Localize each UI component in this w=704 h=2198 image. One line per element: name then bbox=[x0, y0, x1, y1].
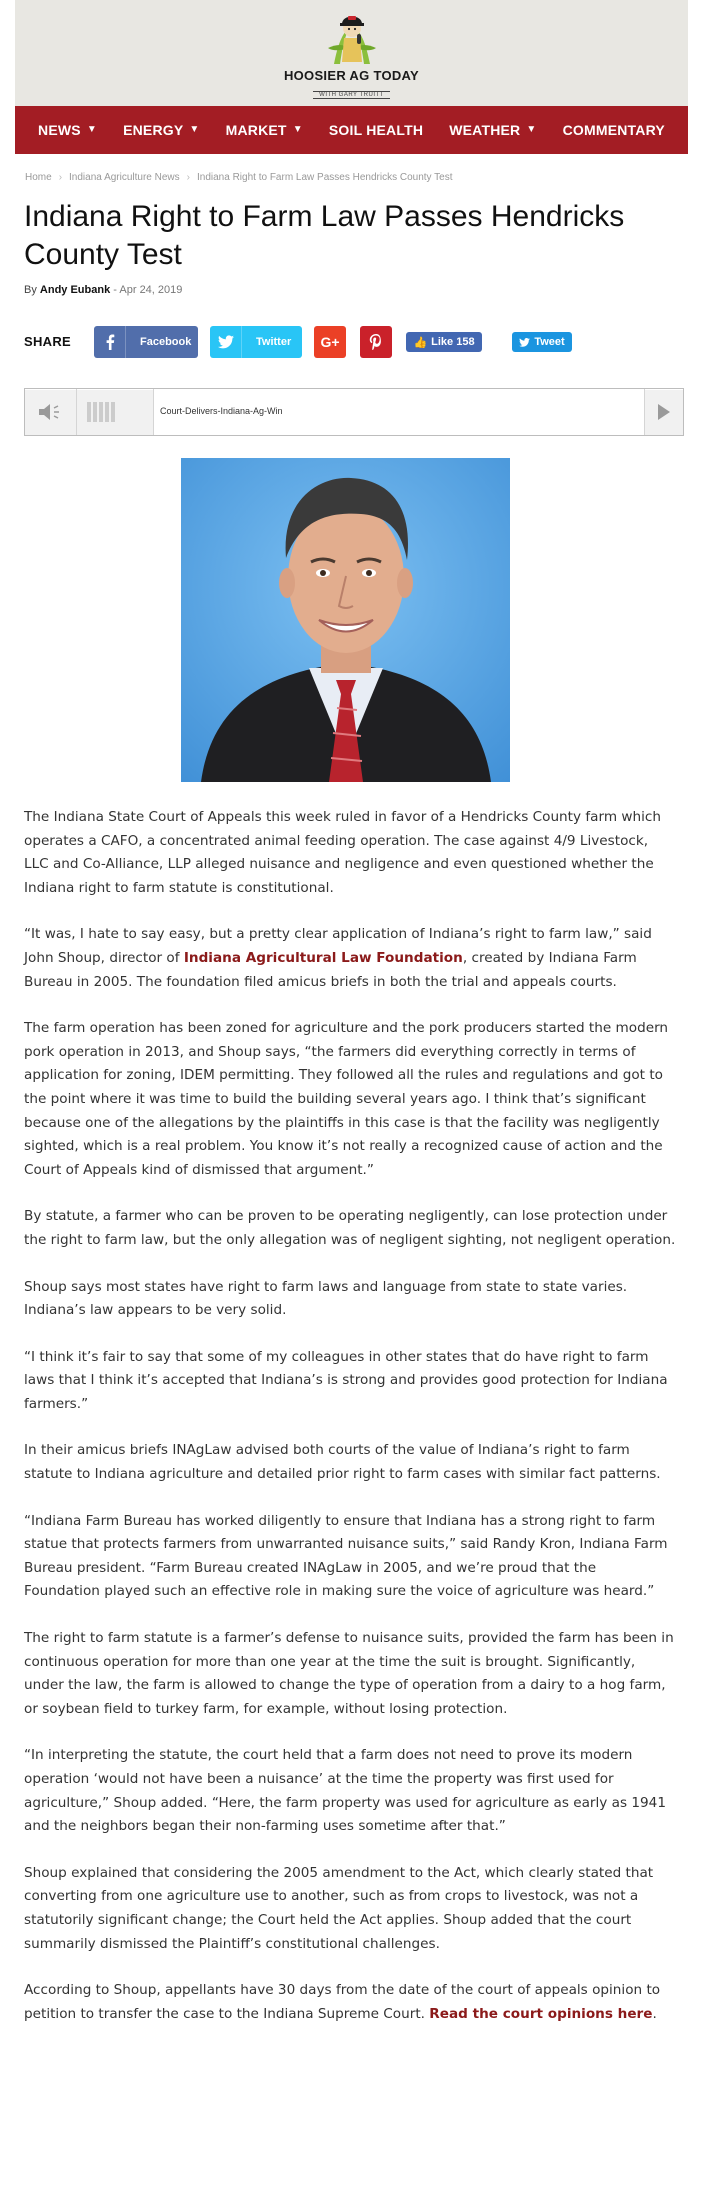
twitter-share-button[interactable] bbox=[210, 326, 302, 358]
speaker-icon bbox=[37, 401, 65, 423]
article-photo bbox=[181, 458, 510, 782]
logo-title: HOOSIER AG TODAY bbox=[283, 68, 420, 83]
googleplus-icon: G+ bbox=[320, 334, 340, 350]
nav-item-label: MARKET bbox=[225, 122, 287, 138]
paragraph: The right to farm statute is a farmer’s defense to nuisance suits, provided the farm has been in continuous operation for more than one year at the time the suit is brought. Significantly, under the law, the farm is allowed to change the type of operation from a dairy to a hog farm, or soybean field to turkey farm, for example, without losing protection. bbox=[24, 1630, 674, 1717]
breadcrumb-home[interactable]: Home bbox=[25, 172, 52, 183]
nav-item-weather[interactable] bbox=[449, 122, 536, 138]
site-logo[interactable] bbox=[282, 4, 422, 104]
tweet-label: Tweet bbox=[534, 336, 565, 348]
tweet-button[interactable] bbox=[512, 332, 572, 352]
breadcrumb-section[interactable]: Indiana Agriculture News bbox=[69, 172, 180, 183]
paragraph: “It was, I hate to say easy, but a pretty clear application of Indiana’s right to farm law,” said John Shoup, director of Indiana Agricultural Law Foundation, created by Indiana Farm Bureau in 2005. The foundation filed amicus briefs in both the trial and appeals courts. bbox=[24, 926, 652, 990]
logo-subtitle: WITH GARY TRUITT bbox=[313, 91, 390, 99]
chevron-down-icon: ▼ bbox=[526, 123, 537, 135]
play-button[interactable] bbox=[645, 389, 683, 435]
site-header bbox=[15, 0, 688, 106]
author-link[interactable]: Andy Eubank bbox=[39, 284, 111, 296]
pinterest-share-button[interactable] bbox=[360, 326, 392, 358]
nav-item-energy[interactable] bbox=[123, 122, 199, 138]
twitter-share-label: Twitter bbox=[256, 336, 292, 348]
paragraph: By statute, a farmer who can be proven to be operating negligently, can lose protection under the right to farm law, but the only allegation was of negligent sighting, not negligent operation. bbox=[24, 1208, 676, 1248]
nav-item-soil-health[interactable] bbox=[329, 122, 423, 138]
paragraph: The Indiana State Court of Appeals this week ruled in favor of a Hendricks County farm which operates a CAFO, a concentrated animal feeding operation. The case against 4/9 Livestock, LLC and Co-Alliance, LLP alleged nuisance and negligence and even questioned whether the Indiana right to farm statute is constitutional. bbox=[24, 809, 661, 896]
breadcrumb bbox=[25, 172, 453, 183]
byline-separator: - bbox=[113, 284, 117, 296]
paragraph: In their amicus briefs INAgLaw advised both courts of the value of Indiana’s right to farm statute to Indiana agriculture and detailed prior right to farm cases with similar fact patterns. bbox=[24, 1442, 661, 1483]
twitter-icon bbox=[210, 326, 242, 358]
googleplus-share-button[interactable] bbox=[314, 326, 346, 358]
pinterest-icon bbox=[369, 334, 383, 350]
nav-item-label: WEATHER bbox=[449, 122, 521, 138]
chevron-right-icon: › bbox=[186, 172, 190, 183]
twitter-bird-icon bbox=[519, 338, 530, 347]
play-icon bbox=[657, 403, 671, 421]
paragraph: “In interpreting the statute, the court held that a farm does not need to prove its modern operation ‘would not have been a nuisance’ at the time the property was first used for agriculture,” Shoup added. “Here, the farm property was used for agriculture as early as 1941 and the neighbors began their non-farming uses sometime after that.” bbox=[24, 1747, 666, 1835]
nav-item-commentary[interactable] bbox=[563, 122, 665, 138]
nav-item-market[interactable] bbox=[226, 122, 303, 138]
paragraph: “I think it’s fair to say that some of my colleagues in other states that do have right to farm laws that I think it’s accepted that Indiana’s is strong and provides good protection for Indiana farmers.” bbox=[24, 1348, 668, 1412]
nav-item-label: ENERGY bbox=[123, 122, 184, 138]
share-label: SHARE bbox=[24, 334, 72, 349]
facebook-share-label: Facebook bbox=[140, 336, 192, 348]
breadcrumb-current: Indiana Right to Farm Law Passes Hendricks County Test bbox=[197, 172, 453, 183]
paragraph: Shoup explained that considering the 2005 amendment to the Act, which clearly stated that converting from one agriculture use to another, such as from crops to livestock, was not a statutorily significant change; the Court held the Act applies. Shoup added that the court summarily dismissed the Plaintiff’s constitutional challenges. bbox=[24, 1864, 654, 1952]
chevron-right-icon: › bbox=[58, 172, 63, 183]
nav-item-news[interactable] bbox=[38, 122, 97, 138]
paragraph: The farm operation has been zoned for agriculture and the pork producers started the modern pork operation in 2013, and Shoup says, “the farmers did everything correctly in terms of application for zoning, IDEM permitting. They followed all the rules and regulations and got to the point where it was time to build the building several years ago. I think that’s significant because one of the allegations by the plaintiffs in this case is that the facility was negligently sighted, which is a real problem. You know it’s not really a recognized cause of action and the Court of Appeals kind of dismissed that argument.” bbox=[24, 1020, 669, 1178]
paragraph: Shoup says most states have right to farm laws and language from state to state varies. Indiana’s law appears to be very solid. bbox=[24, 1278, 628, 1319]
paragraph: According to Shoup, appellants have 30 days from the date of the court of appeals opinion to petition to transfer the case to the Indiana Supreme Court. Read the court opinions here. bbox=[24, 1982, 661, 2022]
byline-prefix: By bbox=[24, 284, 37, 296]
nav-item-label: NEWS bbox=[38, 122, 81, 138]
chevron-down-icon: ▼ bbox=[189, 123, 200, 135]
page-title: Indiana Right to Farm Law Passes Hendricks County Test bbox=[24, 200, 625, 271]
portrait-image bbox=[181, 458, 510, 782]
nav-item-label: COMMENTARY bbox=[562, 122, 665, 138]
publish-date: Apr 24, 2019 bbox=[119, 284, 183, 296]
article-body bbox=[24, 806, 676, 2049]
farmer-mascot-icon bbox=[324, 4, 380, 66]
byline bbox=[24, 284, 182, 296]
share-bar bbox=[24, 326, 684, 358]
inline-link[interactable]: Indiana Agricultural Law Foundation bbox=[183, 949, 463, 966]
facebook-icon bbox=[94, 326, 126, 358]
chevron-down-icon: ▼ bbox=[292, 123, 303, 135]
thumbs-up-icon: 👍 bbox=[413, 336, 428, 349]
nav-item-label: SOIL HEALTH bbox=[328, 122, 424, 138]
track-title: Court-Delivers-Indiana-Ag-Win bbox=[153, 389, 645, 435]
paragraph: “Indiana Farm Bureau has worked diligently to ensure that Indiana has a strong right to farm statue that protects farmers from unwarranted nuisance suits,” said Randy Kron, Indiana Farm Bureau president. “Farm Bureau created INAgLaw in 2005, and we’re proud that the Foundation played such an effective role in making sure the voice of agriculture was heard.” bbox=[24, 1512, 668, 1600]
court-opinions-link[interactable]: Read the court opinions here bbox=[429, 2005, 653, 2022]
main-nav bbox=[15, 106, 688, 154]
volume-button[interactable] bbox=[25, 389, 77, 435]
audio-player bbox=[24, 388, 684, 436]
chevron-down-icon: ▼ bbox=[86, 123, 97, 135]
like-count-label: Like 158 bbox=[431, 336, 475, 348]
facebook-share-button[interactable] bbox=[94, 326, 198, 358]
facebook-like-button[interactable] bbox=[406, 332, 482, 352]
